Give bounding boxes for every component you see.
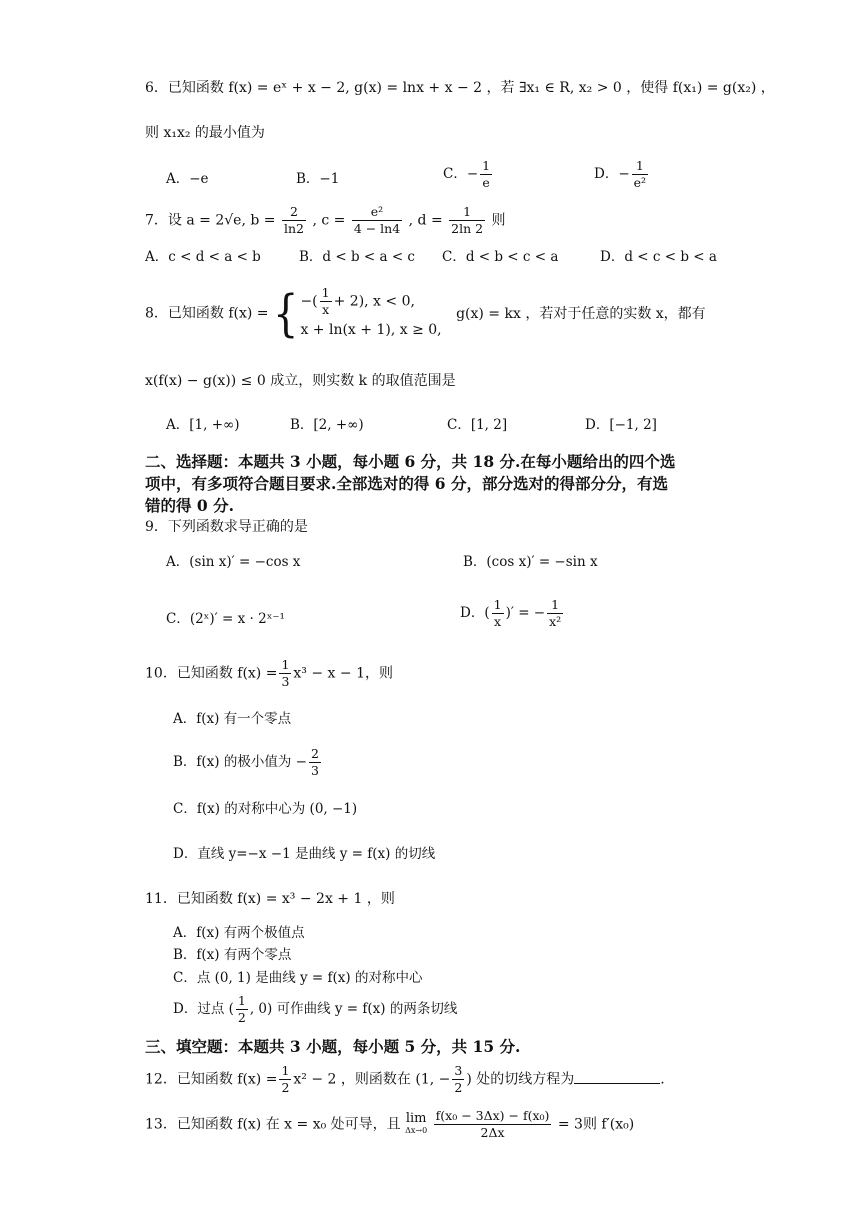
section2-line1: 二、选择题：本题共 3 小题，每小题 6 分，共 18 分.在每小题给出的四个选 [145,452,676,471]
q7-option-b: B．d < b < a < c [299,249,415,265]
q7-suffix: 则 [491,212,506,229]
q13-lim [405,1110,428,1137]
q12-stem [145,1063,665,1096]
q7-a-part: a = 2√e, b = [186,212,276,229]
q9-option-c: C．(2ˣ)′ = x · 2ˣ⁻¹ [166,611,285,627]
q7-d-den: 2ln 2 [451,221,484,236]
q8-case1-b: + 2), x < 0, [333,293,415,310]
section2-line2: 项中，有多项符合题目要求.全部选对的得 6 分，部分选对的得部分分，有选 [145,474,668,493]
q11-d-den: 2 [237,1010,246,1025]
q7-c-frac [352,204,402,237]
q10-frac-den: 3 [281,674,290,689]
q11-stem: 11．已知函数 f(x) = x³ − 2x + 1 ，则 [145,891,395,907]
q11-option-b: B．f(x) 有两个零点 [173,947,292,963]
q6-line2: 则 x₁x₂ 的最小值为 [145,125,265,141]
q12-pden: 2 [454,1080,463,1095]
q13-lim-sub: Δx→0 [405,1125,428,1135]
q13-num: f(x₀ − 3Δx) − f(x₀) [435,1108,550,1123]
q11-option-d: D．过点 ( $\frac{1}{2}$ , 0) 可作曲线 y = f(x) 的两条切线 [173,993,458,1025]
q12-point-frac [452,1063,464,1096]
q6-c-sign: − [466,166,479,182]
q8-case1 [300,285,441,318]
q8-option-d: D．[−1, 2] [585,417,657,433]
q7-d-frac [449,204,485,237]
q11-d-tail: , 0 [249,1001,268,1017]
q13-den: 2Δx [480,1125,505,1140]
q8-case1-num: 1 [321,285,330,300]
q12-den: 2 [281,1080,290,1095]
q7-d-part: , d = [408,212,443,229]
q9-option-a: A．(sin x)′ = −cos x [166,554,301,570]
q13-lim-word: lim [405,1110,427,1126]
q10-b-num: 2 [310,746,319,761]
q8-case1-frac [320,285,332,318]
q8-piecewise [300,285,441,342]
q12-mid: x² − 2 ，则函数在 (1, − [293,1071,451,1088]
q10-frac-num: 1 [281,657,290,672]
q8-case1-den: x [322,302,330,317]
q10-prefix: 10．已知函数 f(x) = [145,665,278,682]
q9-d-frac [492,597,504,630]
q11-d-suffix: 可作曲线 y = f(x) 的两条切线 [276,1001,458,1017]
q9-d-num: 1 [493,597,502,612]
q12-frac [279,1063,291,1096]
q6-d-num: 1 [632,158,648,175]
q6-c-frac [480,158,492,191]
q7-option-a: A．c < d < a < b [145,249,261,265]
q13-suffix: = 3则 f′(x₀) [557,1116,635,1133]
q6-option-d [594,158,650,191]
q12-num: 1 [281,1063,290,1078]
q7-b-num: 2 [282,204,306,221]
q6-option-c [443,158,494,191]
q6-d-frac [632,158,648,191]
q13-prefix: 13．已知函数 f(x) 在 x = x₀ 处可导，且 [145,1116,401,1133]
q12-pnum: 3 [454,1063,463,1078]
q7-option-c: C．d < b < c < a [442,249,559,265]
q8-option-c: C．[1, 2] [447,417,508,433]
q8-line2: x(f(x) − g(x)) ≤ 0 成立，则实数 k 的取值范围是 [145,373,456,389]
q9-d-rden: x² [549,614,562,629]
q6-c-num: 1 [482,158,491,173]
q6-option-d-label: D． [594,166,619,182]
section3-heading: 三、填空题：本题共 3 小题，每小题 5 分，共 15 分. [145,1037,521,1056]
q8-option-b: B．[2, +∞) [290,417,364,433]
q7-prefix: 7．设 [145,212,182,229]
q7-c-num: e² [352,204,402,221]
q9-d-label: D． [460,605,485,621]
q7-option-d: D．d < c < b < a [600,249,717,265]
q6-c-den: e [482,175,490,190]
q12-suffix: ) 处的切线方程为 [466,1071,575,1088]
q11-d-text: D．过点 [173,1001,225,1017]
q11-option-a: A．f(x) 有两个极值点 [173,925,305,941]
q7-c-den: 4 − ln4 [353,221,401,236]
q6-line1: 6．已知函数 f(x) = eˣ + x − 2, g(x) = lnx + x − 2 ，若 ∃x₁ ∈ R, x₂ > 0 ，使得 f(x₁) = g(x₂) ， [145,80,775,96]
q6-d-sign: − [618,166,630,182]
q10-option-a: A．f(x) 有一个零点 [173,711,292,727]
q6-option-a: A．−e [166,171,209,187]
q10-option-d: D．直线 y=−x −1 是曲线 y = f(x) 的切线 [173,846,436,862]
q8-brace: { [273,284,299,343]
q8-after: g(x) = kx ，若对于任意的实数 x，都有 [456,305,706,322]
q10-b-den: 3 [310,763,319,778]
q7-b-den: ln2 [283,221,304,236]
q6-option-b: B．−1 [296,171,340,187]
q9-d-mid: ′ = − [510,605,546,621]
q11-d-num: 1 [237,993,246,1008]
q8-case1-a: −( [300,293,318,310]
q7-b-frac [282,204,306,237]
q11-d-frac [236,993,248,1026]
q9-option-b: B．(cos x)′ = −sin x [463,554,598,570]
q9-stem: 9．下列函数求导正确的是 [145,519,308,535]
q12-prefix: 12．已知函数 f(x) = [145,1071,278,1088]
q10-suffix: x³ − x − 1，则 [293,665,393,682]
q8-case2: x + ln(x + 1), x ≥ 0, [300,322,442,338]
q9-d-rnum: 1 [547,597,563,614]
q13-frac [434,1108,552,1141]
section2-line3: 错的得 0 分. [145,496,234,515]
q7-c-part: , c = [312,212,346,229]
q10-frac [279,657,291,690]
q10-b-text: B．f(x) 的极小值为 − [173,754,307,770]
q9-d-rfrac [547,597,563,630]
q10-stem [145,657,393,690]
q6-option-c-label: C． [443,166,467,182]
q6-d-den: e² [633,175,647,190]
q7-d-num: 1 [449,204,485,221]
q13-stem [145,1108,634,1141]
q9-option-d: D．( $\frac{1}{x}$ )′ = − $\frac{1}{\text{x²}}$ [460,597,562,629]
q10-b-frac [309,746,321,779]
q12-end: . [660,1071,665,1088]
q8-option-a: A．[1, +∞) [166,417,240,433]
q12-answer-blank [574,1069,660,1084]
q11-option-c: C．点 (0, 1) 是曲线 y = f(x) 的对称中心 [173,970,423,986]
q8-prefix: 8．已知函数 f(x) = [145,305,269,322]
q9-d-den: x [494,614,502,629]
q8-stem [145,285,706,342]
q7-stem [145,204,506,237]
q10-option-b [173,746,323,779]
q10-option-c: C．f(x) 的对称中心为 (0, −1) [173,801,358,817]
